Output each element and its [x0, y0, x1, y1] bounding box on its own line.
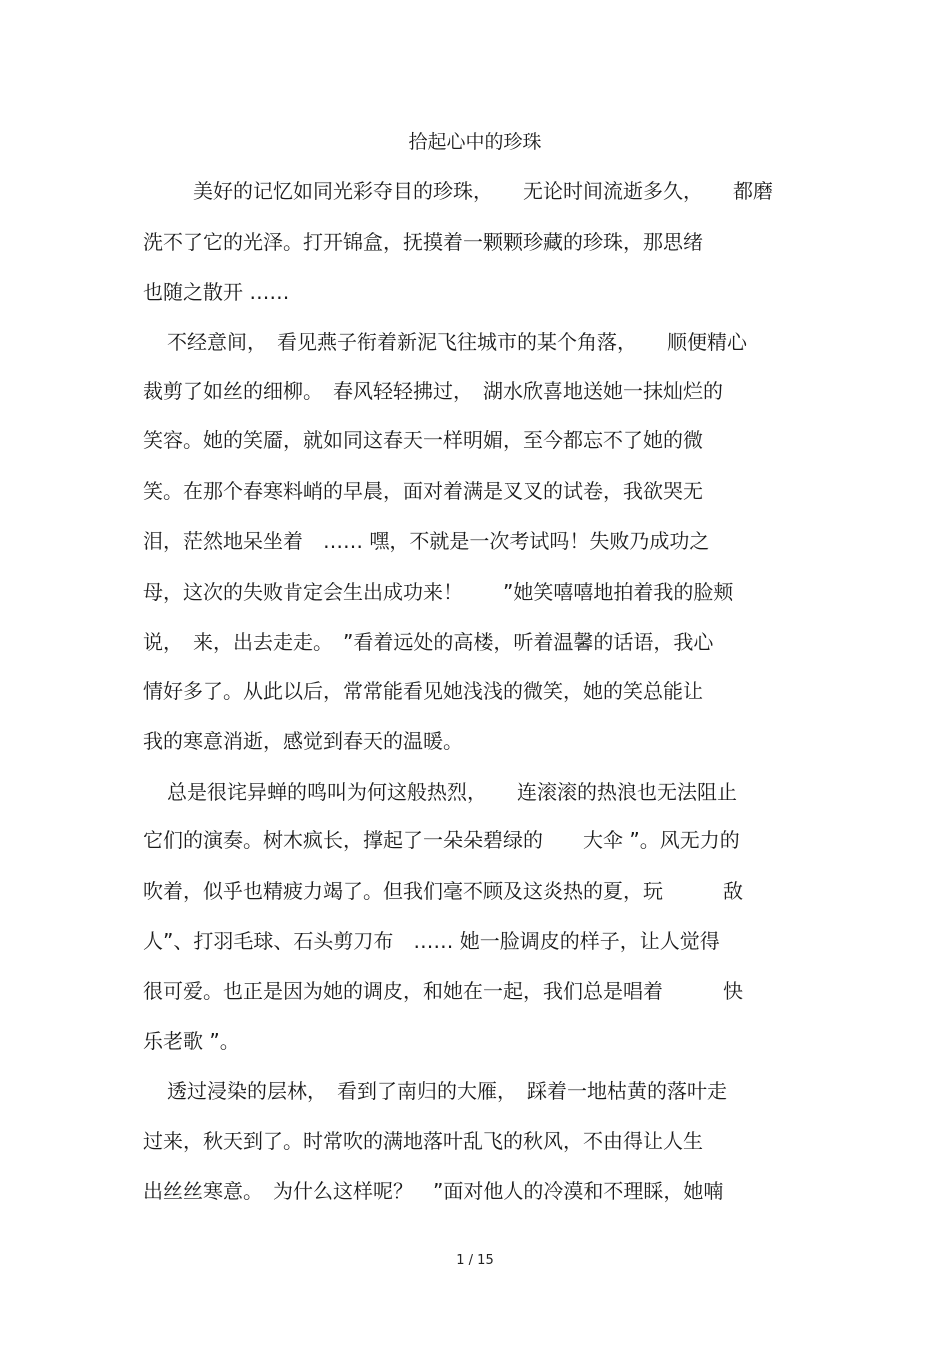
text-line: 洗不了它的光泽。打开锦盒，抚摸着一颗颗珍藏的珍珠，那思绪: [143, 230, 703, 254]
text-line: 情好多了。从此以后，常常能看见她浅浅的微笑，她的笑总能让: [143, 679, 703, 703]
text-line: 透过浸染的层林， 看到了南归的大雁， 踩着一地枯黄的落叶走: [167, 1079, 727, 1103]
text-line: 总是很诧异蝉的鸣叫为何这般热烈， 连滚滚的热浪也无法阻止: [167, 780, 737, 804]
text-line: 过来，秋天到了。时常吹的满地落叶乱飞的秋风，不由得让人生: [143, 1129, 703, 1153]
text-line: 说， 来，出去走走。 ”看着远处的高楼，听着温馨的话语，我心: [143, 630, 714, 654]
text-line: 也随之散开 ……: [143, 280, 290, 304]
text-line: 很可爱。也正是因为她的调皮，和她在一起，我们总是唱着 快: [143, 979, 743, 1003]
text-line: 它们的演奏。树木疯长，撑起了一朵朵碧绿的 大伞 ”。风无力的: [143, 828, 740, 852]
text-line: 出丝丝寒意。 为什么这样呢？ ”面对他人的冷漠和不理睬，她喃: [143, 1179, 724, 1203]
text-line: 裁剪了如丝的细柳。 春风轻轻拂过， 湖水欣喜地送她一抹灿烂的: [143, 379, 723, 403]
essay-title: 拾起心中的珍珠: [408, 131, 542, 153]
text-line: 我的寒意消逝，感觉到春天的温暖。: [143, 729, 463, 753]
text-line: 母，这次的失败肯定会生出成功来！ ”她笑嘻嘻地拍着我的脸颊: [143, 580, 734, 604]
text-line: 人”、打羽毛球、石头剪刀布 …… 她一脸调皮的样子，让人觉得: [143, 929, 720, 953]
text-line: 乐老歌 ”。: [143, 1029, 240, 1053]
text-line: 笑容。她的笑靥，就如同这春天一样明媚，至今都忘不了她的微: [143, 428, 703, 452]
text-line: 泪，茫然地呆坐着 …… 嘿，不就是一次考试吗！失败乃成功之: [143, 529, 710, 553]
text-line: 笑。在那个春寒料峭的早晨，面对着满是叉叉的试卷，我欲哭无: [143, 479, 703, 503]
text-line: 美好的记忆如同光彩夺目的珍珠， 无论时间流逝多久， 都磨: [193, 179, 773, 203]
text-line: 不经意间， 看见燕子衔着新泥飞往城市的某个角落， 顺便精心: [167, 330, 747, 354]
text-line: 吹着，似乎也精疲力竭了。但我们毫不顾及这炎热的夏，玩 敌: [143, 879, 743, 903]
page-number: 1 / 15: [456, 1253, 494, 1268]
